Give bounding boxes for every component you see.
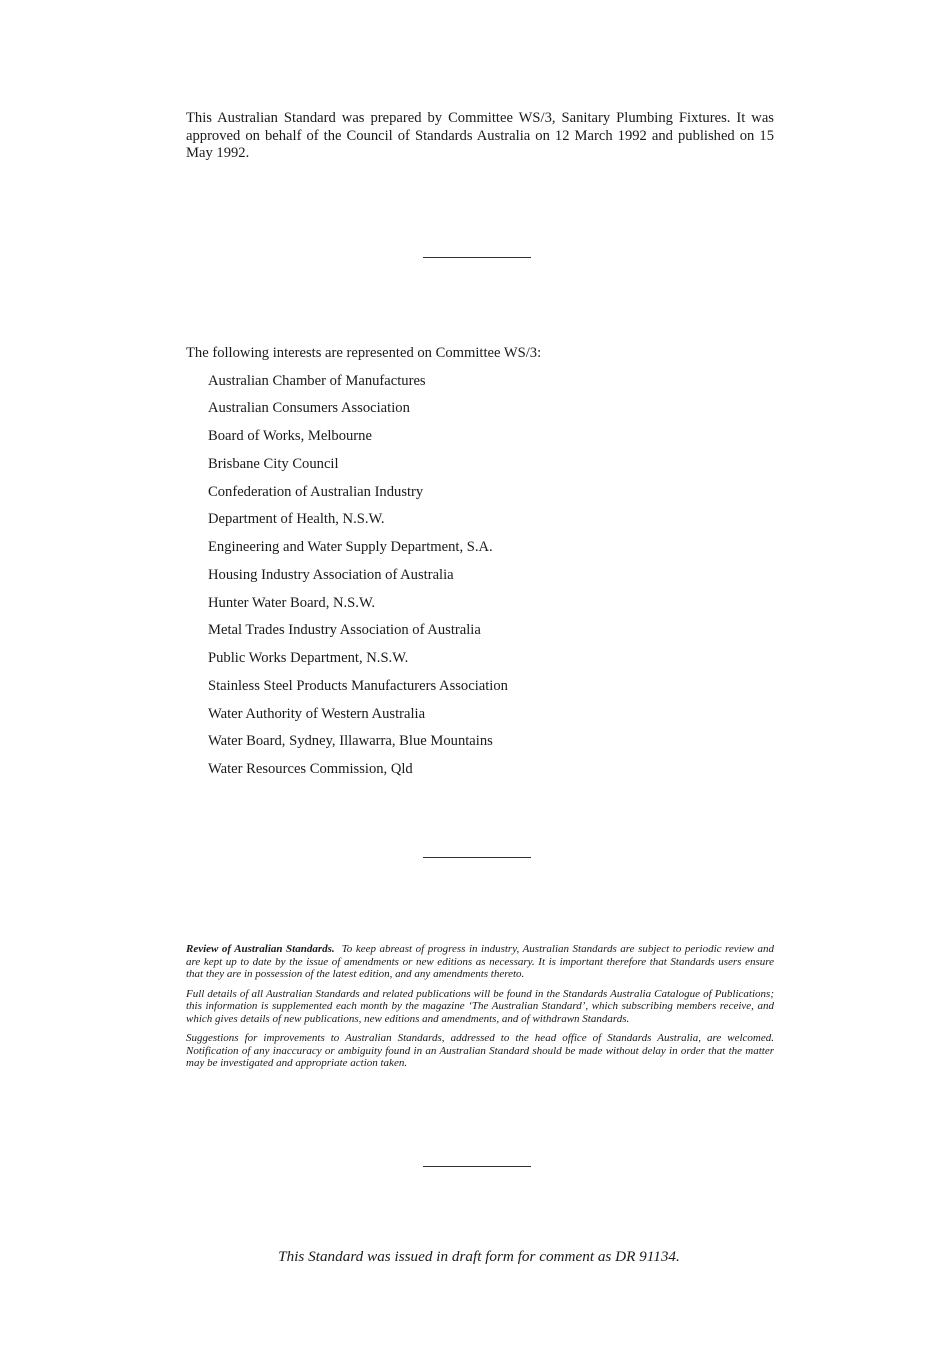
committee-heading: The following interests are represented on Committee WS/3:	[186, 345, 542, 361]
list-item: Housing Industry Association of Australia	[208, 566, 454, 583]
list-item: Australian Consumers Association	[208, 400, 410, 417]
review-paragraph	[186, 943, 774, 981]
list-item: Water Resources Commission, Qld	[208, 761, 413, 777]
preparation-statement	[186, 110, 774, 163]
list-item: Water Authority of Western Australia	[208, 705, 426, 722]
list-item: Department of Health, N.S.W.	[208, 511, 385, 528]
committee-member-list	[186, 362, 774, 778]
list-item: Water Board, Sydney, Illawarra, Blue Mountains	[208, 733, 493, 750]
list-item: Public Works Department, N.S.W.	[208, 650, 409, 666]
catalogue-paragraph: Full details of all Australian Standards and related publications will be found in the Standards Australia Catalogue of Publications; this information is supplemented each month by the magazine ‘The Australian Standard’, which subscribing members receive, and which gives details of new publications, new editions and amendments, and of withdrawn Standards.	[186, 987, 774, 1025]
list-item: Confederation of Australian Industry	[208, 483, 424, 500]
review-notes	[186, 943, 774, 1077]
suggestions-paragraph: Suggestions for improvements to Australian Standards, addressed to the head office of Standards Australia, are welcomed. Notification of any inaccuracy or ambiguity found in an Australian Standard should be made without delay in order that the matter may be investigated and appropriate action taken.	[186, 1032, 774, 1069]
list-item: Brisbane City Council	[208, 455, 339, 472]
committee-section	[186, 344, 774, 778]
preparation-text: This Australian Standard was prepared by Committee WS/3, Sanitary Plumbing Fixtures. It was approved on behalf of the Council of Standards Australia on 12 March 1992 and published on 15 May 1992.	[186, 110, 774, 161]
list-item: Engineering and Water Supply Department, S.A.	[208, 539, 493, 555]
review-heading: Review of Australian Standards.	[186, 943, 335, 955]
section-divider	[423, 1166, 531, 1167]
list-item: Board of Works, Melbourne	[208, 428, 372, 444]
review-text: To keep abreast of progress in industry, Australian Standards are subject to periodic review and are kept up to date by the issue of amendments or new editions as necessary. It is important therefore that Standards users ensure that they are in possession of the latest edition, and any amendments thereto.	[186, 943, 774, 980]
list-item: Stainless Steel Products Manufacturers Association	[208, 677, 508, 694]
section-divider	[423, 857, 531, 858]
draft-notice: This Standard was issued in draft form for comment as DR 91134.	[278, 1248, 680, 1265]
list-item: Metal Trades Industry Association of Australia	[208, 622, 481, 639]
list-item: Australian Chamber of Manufactures	[208, 372, 426, 389]
section-divider	[423, 257, 531, 258]
list-item: Hunter Water Board, N.S.W.	[208, 594, 376, 611]
